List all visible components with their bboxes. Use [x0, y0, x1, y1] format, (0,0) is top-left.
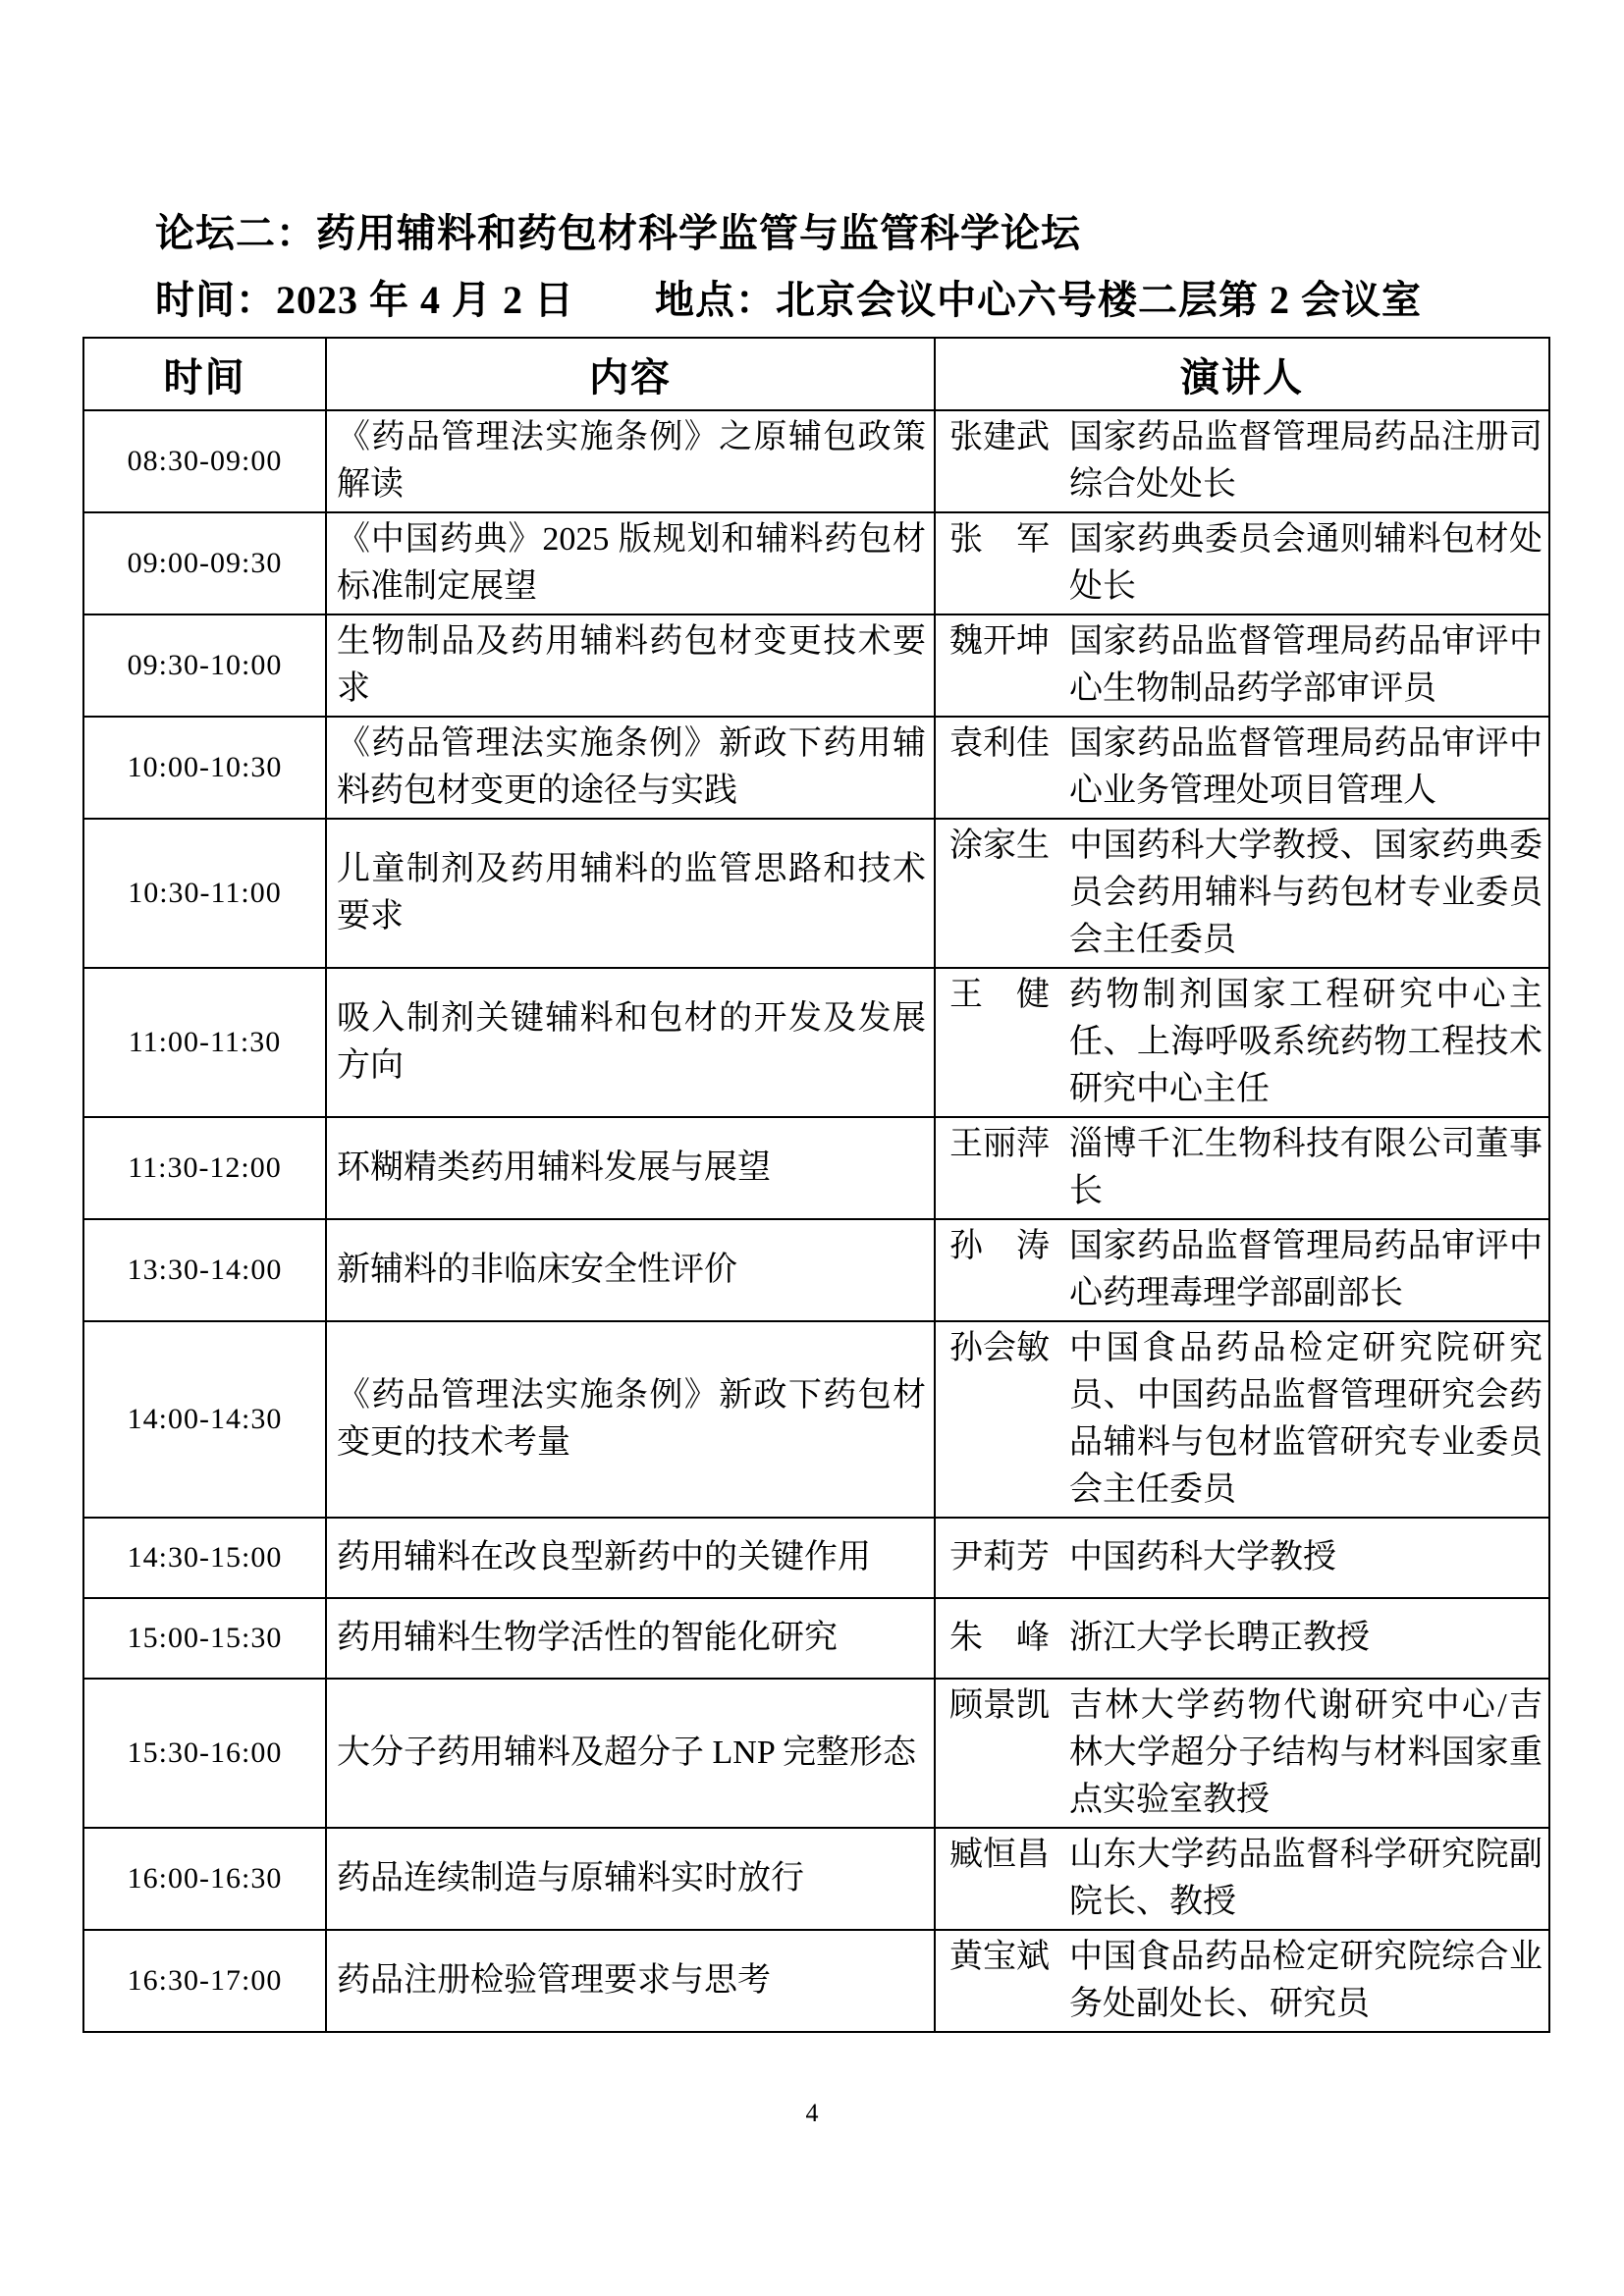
table-row [83, 1321, 1549, 1518]
speaker-cell [935, 614, 1549, 717]
speaker-name: 涂家生 [949, 828, 1050, 864]
forum-datetime-location: 时间：2023 年 4 月 2 日 地点：北京会议中心六号楼二层第 2 会议室 [155, 278, 1422, 322]
speaker-cell [935, 1930, 1549, 2032]
content-cell: 《中国药典》2025 版规划和辅料药包材标准制定展望 [326, 512, 935, 614]
speaker-cell [935, 1828, 1549, 1930]
content-cell: 大分子药用辅料及超分子 LNP 完整形态 [326, 1679, 935, 1828]
time-cell: 09:00-09:30 [83, 512, 326, 614]
speaker-cell [935, 1598, 1549, 1679]
content-cell: 药品连续制造与原辅料实时放行 [326, 1828, 935, 1930]
time-cell: 10:30-11:00 [83, 819, 326, 968]
table-row [83, 968, 1549, 1117]
speaker-name: 孙 涛 [949, 1228, 1050, 1264]
speaker-name: 朱 峰 [949, 1620, 1050, 1656]
header-time: 时间 [83, 338, 326, 410]
speaker-affiliation: 药物制剂国家工程研究中心主任、上海呼吸系统药物工程技术研究中心主任 [1069, 977, 1543, 1107]
speaker-name: 王丽萍 [949, 1126, 1050, 1162]
table-row [83, 1598, 1549, 1679]
time-cell: 14:30-15:00 [83, 1518, 326, 1598]
table-row [83, 819, 1549, 968]
agenda-table [82, 337, 1550, 2033]
speaker-name: 孙会敏 [949, 1330, 1050, 1366]
speaker-name: 王 健 [949, 977, 1050, 1013]
content-cell: 新辅料的非临床安全性评价 [326, 1219, 935, 1321]
speaker-affiliation: 中国食品药品检定研究院研究员、中国药品监督管理研究会药品辅料与包材监管研究专业委员会主任委员 [1069, 1330, 1543, 1508]
content-cell: 儿童制剂及药用辅料的监管思路和技术要求 [326, 819, 935, 968]
time-cell: 10:00-10:30 [83, 717, 326, 819]
speaker-name: 张建武 [949, 419, 1050, 455]
speaker-cell [935, 1219, 1549, 1321]
time-cell: 09:30-10:00 [83, 614, 326, 717]
page-number: 4 [805, 2099, 819, 2127]
speaker-affiliation: 浙江大学长聘正教授 [1069, 1620, 1370, 1656]
speaker-affiliation: 国家药品监督管理局药品注册司综合处处长 [1069, 419, 1543, 503]
speaker-cell [935, 1518, 1549, 1598]
table-row [83, 1219, 1549, 1321]
forum-title: 论坛二：药用辅料和药包材科学监管与监管科学论坛 [155, 211, 1081, 255]
table-row [83, 1828, 1549, 1930]
speaker-name: 袁利佳 [949, 725, 1050, 762]
speaker-cell [935, 1679, 1549, 1828]
time-cell: 13:30-14:00 [83, 1219, 326, 1321]
time-cell: 11:00-11:30 [83, 968, 326, 1117]
speaker-name: 臧恒昌 [949, 1837, 1050, 1873]
content-cell: 生物制品及药用辅料药包材变更技术要求 [326, 614, 935, 717]
speaker-affiliation: 国家药品监督管理局药品审评中心生物制品药学部审评员 [1069, 623, 1543, 707]
time-cell: 15:00-15:30 [83, 1598, 326, 1679]
speaker-name: 张 军 [949, 521, 1050, 558]
speaker-cell [935, 819, 1549, 968]
speaker-name: 尹莉芳 [949, 1539, 1050, 1575]
speaker-cell [935, 717, 1549, 819]
time-cell: 16:30-17:00 [83, 1930, 326, 2032]
speaker-cell [935, 1321, 1549, 1518]
speaker-affiliation: 山东大学药品监督科学研究院副院长、教授 [1069, 1837, 1543, 1920]
speaker-affiliation: 中国药科大学教授 [1069, 1539, 1336, 1575]
speaker-name: 顾景凯 [949, 1687, 1050, 1724]
speaker-cell [935, 1117, 1549, 1219]
table-row [83, 1117, 1549, 1219]
speaker-cell [935, 968, 1549, 1117]
content-cell: 《药品管理法实施条例》之原辅包政策解读 [326, 410, 935, 512]
table-row [83, 717, 1549, 819]
speaker-cell [935, 512, 1549, 614]
time-cell: 15:30-16:00 [83, 1679, 326, 1828]
speaker-affiliation: 国家药品监督管理局药品审评中心业务管理处项目管理人 [1069, 725, 1543, 809]
table-row [83, 410, 1549, 512]
time-cell: 14:00-14:30 [83, 1321, 326, 1518]
time-cell: 11:30-12:00 [83, 1117, 326, 1219]
content-cell: 吸入制剂关键辅料和包材的开发及发展方向 [326, 968, 935, 1117]
content-cell: 药用辅料在改良型新药中的关键作用 [326, 1518, 935, 1598]
time-cell: 08:30-09:00 [83, 410, 326, 512]
speaker-name: 黄宝斌 [949, 1939, 1050, 1975]
header-speaker: 演讲人 [935, 338, 1549, 410]
speaker-affiliation: 国家药品监督管理局药品审评中心药理毒理学部副部长 [1069, 1228, 1543, 1311]
content-cell: 《药品管理法实施条例》新政下药包材变更的技术考量 [326, 1321, 935, 1518]
speaker-affiliation: 中国药科大学教授、国家药典委员会药用辅料与药包材专业委员会主任委员 [1069, 828, 1543, 958]
speaker-affiliation: 中国食品药品检定研究院综合业务处副处长、研究员 [1069, 1939, 1543, 2022]
table-row [83, 1679, 1549, 1828]
speaker-affiliation: 吉林大学药物代谢研究中心/吉林大学超分子结构与材料国家重点实验室教授 [1069, 1687, 1543, 1818]
header-content: 内容 [326, 338, 935, 410]
table-row [83, 1930, 1549, 2032]
speaker-affiliation: 国家药典委员会通则辅料包材处处长 [1069, 521, 1543, 605]
content-cell: 《药品管理法实施条例》新政下药用辅料药包材变更的途径与实践 [326, 717, 935, 819]
table-row [83, 614, 1549, 717]
table-row [83, 512, 1549, 614]
content-cell: 药用辅料生物学活性的智能化研究 [326, 1598, 935, 1679]
content-cell: 环糊精类药用辅料发展与展望 [326, 1117, 935, 1219]
speaker-cell [935, 410, 1549, 512]
table-header-row [83, 338, 1549, 410]
speaker-name: 魏开坤 [949, 623, 1050, 660]
content-cell: 药品注册检验管理要求与思考 [326, 1930, 935, 2032]
speaker-affiliation: 淄博千汇生物科技有限公司董事长 [1069, 1126, 1543, 1209]
table-row [83, 1518, 1549, 1598]
time-cell: 16:00-16:30 [83, 1828, 326, 1930]
